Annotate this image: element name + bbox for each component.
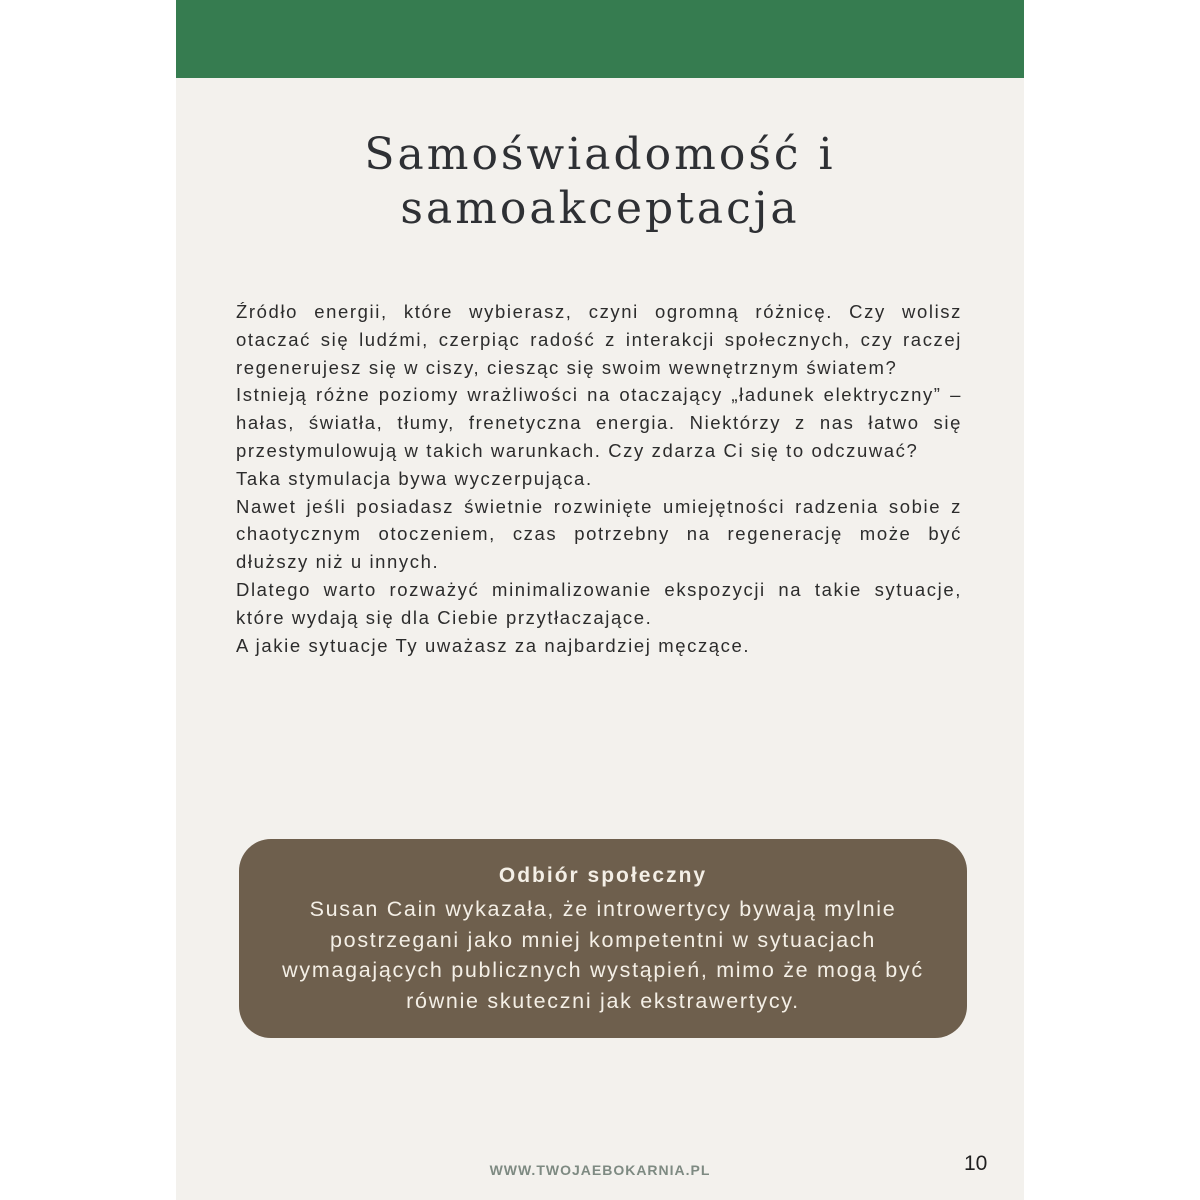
- document-page: [176, 0, 1024, 1200]
- top-color-bar: [176, 0, 1024, 78]
- page-title-line-1: Samoświadomość i: [364, 129, 836, 180]
- body-text: [236, 298, 962, 659]
- callout-box: [239, 839, 967, 1038]
- page-number: 10: [964, 1152, 988, 1175]
- page-title: [176, 128, 1024, 236]
- body-paragraph: A jakie sytuacje Ty uważasz za najbardziej męczące.: [236, 634, 751, 656]
- body-paragraph: Istnieją różne poziomy wrażliwości na otaczający „ładunek elektryczny” – hałas, światła, tłumy, frenetyczna energia. Niektórzy z nas łatwo się przestymulowują w takich warunkach. Czy zdarza Ci się to odczuwać?: [236, 384, 962, 461]
- body-paragraph: Taka stymulacja bywa wyczerpująca.: [236, 467, 593, 489]
- body-paragraph: Źródło energii, które wybierasz, czyni ogromną różnicę. Czy wolisz otaczać się ludźmi, czerpiąc radość z interakcji społecznych, czy raczej regenerujesz się w ciszy, ciesząc się swoim wewnętrznym światem?: [236, 301, 962, 378]
- footer-website-url: WWW.TWOJAEBOKARNIA.PL: [489, 1162, 711, 1178]
- body-paragraph: Nawet jeśli posiadasz świetnie rozwinięte umiejętności radzenia sobie z chaotycznym otoczeniem, czas potrzebny na regenerację może być dłuższy niż u innych.: [236, 495, 962, 573]
- body-paragraph: Dlatego warto rozważyć minimalizowanie ekspozycji na takie sytuacje, które wydają się dla Ciebie przytłaczające.: [236, 578, 962, 628]
- callout-title: Odbiór społeczny: [498, 864, 708, 887]
- callout-text: Susan Cain wykazała, że introwertycy bywają mylnie postrzegani jako mniej kompetentni w sytuacjach wymagających publicznych wystąpień, mimo że mogą być równie skuteczni jak ekstrawertycy.: [282, 897, 924, 1013]
- page-title-line-2: samoakceptacja: [400, 183, 800, 234]
